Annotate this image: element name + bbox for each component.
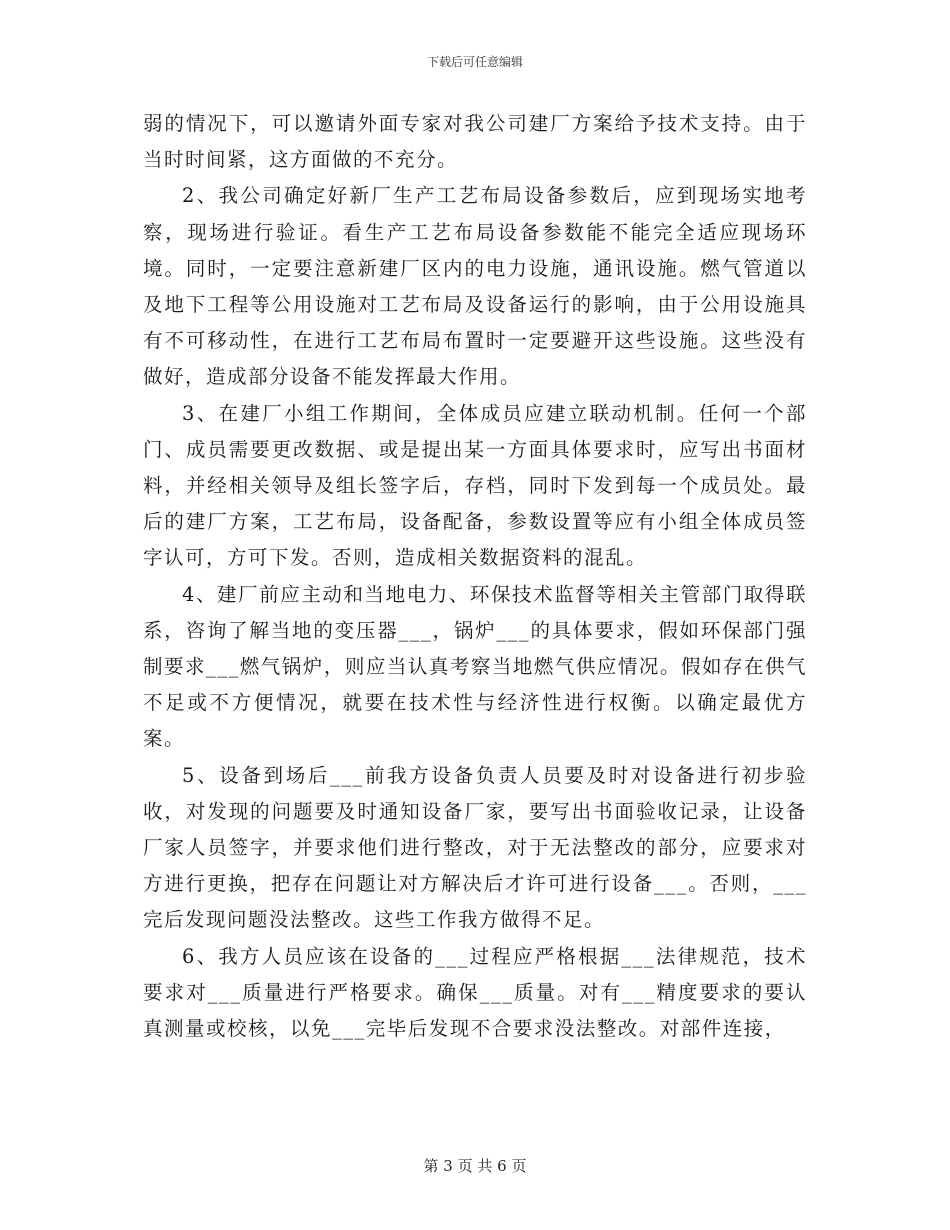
paragraph-item-5: 5、设备到场后___前我方设备负责人员要及时对设备进行初步验收，对发现的问题要及时通知设备厂家，要写出书面验收记录，让设备厂家人员签字，并要求他们进行整改，对于无法整改的部分，应要求对方进行更换，把存在问题让对方解决后才许可进行设备___。否则，___完后发现问题没法整改。这些工作我方做得不足。 — [143, 763, 807, 932]
page-number: 第 3 页 共 6 页 — [423, 1157, 527, 1175]
document-body — [143, 106, 807, 1047]
paragraph-item-3: 3、在建厂小组工作期间，全体成员应建立联动机制。任何一个部门、成员需要更改数据、或是提出某一方面具体要求时，应写出书面材料，并经相关领导及组长签字后，存档，同时下发到每一个成员处。最后的建厂方案，工艺布局，设备配备，参数设置等应有小组全体成员签字认可，方可下发。否则，造成相关数据资料的混乱。 — [143, 401, 807, 570]
page-header: 下载后可任意编辑 — [426, 55, 523, 69]
paragraph-item-2: 2、我公司确定好新厂生产工艺布局设备参数后，应到现场实地考察，现场进行验证。看生产工艺布局设备参数能不能完全适应现场环境。同时，一定要注意新建厂区内的电力设施，通讯设施。燃气管道以及地下工程等公用设施对工艺布局及设备运行的影响，由于公用设施具有不可移动性，在进行工艺布局布置时一定要避开这些设施。这些没有做好，造成部分设备不能发挥最大作用。 — [143, 184, 807, 389]
paragraph-item-6: 6、我方人员应该在设备的___过程应严格根据___法律规范，技术要求对___质量进行严格要求。确保___质量。对有___精度要求的要认真测量或校核，以免___完毕后发现不合要求没法整改。对部件连接， — [143, 944, 807, 1041]
paragraph-item-4: 4、建厂前应主动和当地电力、环保技术监督等相关主管部门取得联系，咨询了解当地的变压器___，锅炉___的具体要求，假如环保部门强制要求___燃气锅炉，则应当认真考察当地燃气供应情况。假如存在供气不足或不方便情况，就要在技术性与经济性进行权衡。以确定最优方案。 — [143, 582, 807, 751]
paragraph-continuation: 弱的情况下，可以邀请外面专家对我公司建厂方案给予技术支持。由于当时时间紧，这方面做的不充分。 — [143, 112, 807, 172]
